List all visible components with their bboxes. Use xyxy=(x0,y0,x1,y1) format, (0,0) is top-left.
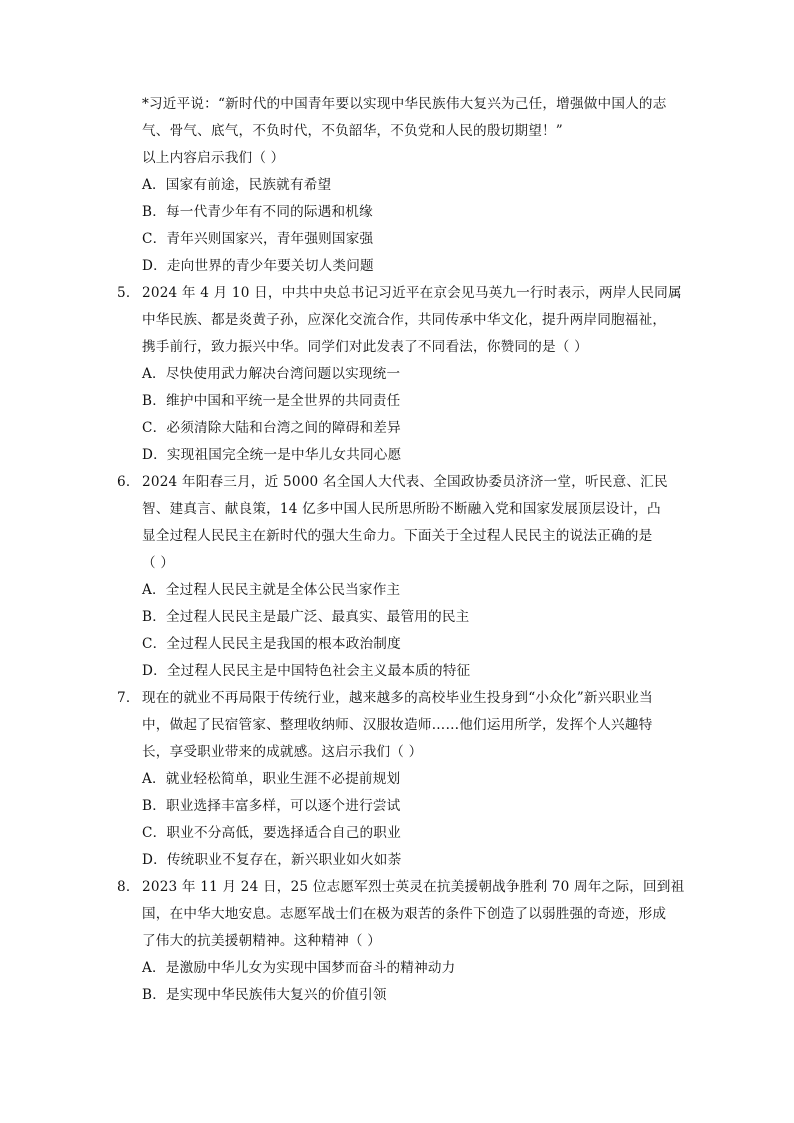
q8-option-b: B．是实现中华民族伟大复兴的价值引领 xyxy=(142,987,387,1003)
q5-option-d: D．实现祖国完全统一是中华儿女共同心愿 xyxy=(142,447,402,463)
q7-line-3: 长，享受职业带来的成就感。这启示我们（ ） xyxy=(142,744,423,760)
q6-text-1: 2024 年阳春三月，近 5000 名全国人大代表、全国政协委员济济一堂，听民意、汇民 xyxy=(142,474,668,490)
q7-option-c: C．职业不分高低，要选择适合自己的职业 xyxy=(142,825,401,841)
q7-line-2: 中，做起了民宿管家、整理收纳师、汉服妆造师……他们运用所学，发挥个人兴趣特 xyxy=(142,717,653,733)
q8-line-1 xyxy=(117,878,684,896)
q5-text-1: 2024 年 4 月 10 日，中共中央总书记习近平在京会见马英九一行时表示，两岸人民同属 xyxy=(142,285,682,301)
q5-option-a: A．尽快使用武力解决台湾问题以实现统一 xyxy=(142,366,401,382)
intro-option-d: D．走向世界的青少年要关切人类问题 xyxy=(142,258,374,274)
q8-line-3: 了伟大的抗美援朝精神。这种精神（ ） xyxy=(142,933,382,949)
q6-option-b: B．全过程人民民主是最广泛、最真实、最管用的民主 xyxy=(142,609,470,625)
q5-option-c: C．必须清除大陆和台湾之间的障碍和差异 xyxy=(142,420,401,436)
intro-line-1: *习近平说：“新时代的中国青年要以实现中华民族伟大复兴为己任，增强做中国人的志 xyxy=(142,96,667,112)
q8-option-a: A．是激励中华儿女为实现中国梦而奋斗的精神动力 xyxy=(142,960,456,976)
q7-option-a: A．就业轻松简单，职业生涯不必提前规划 xyxy=(142,771,401,787)
q8-text-1: 2023 年 11 月 24 日，25 位志愿军烈士英灵在抗美援朝战争胜利 70 周年之际，回到祖 xyxy=(142,879,685,895)
q6-option-c: C．全过程人民民主是我国的根本政治制度 xyxy=(142,636,401,652)
q5-line-1 xyxy=(117,284,682,302)
q6-number: 6． xyxy=(117,474,140,490)
q6-line-2: 智、建真言、献良策，14 亿多中国人民所思所盼不断融入党和国家发展顶层设计，凸 xyxy=(142,501,661,517)
q5-line-3: 携手前行，致力振兴中华。同学们对此发表了不同看法，你赞同的是（ ） xyxy=(142,339,588,355)
q6-line-1 xyxy=(117,473,668,491)
intro-option-c: C．青年兴则国家兴，青年强则国家强 xyxy=(142,231,374,247)
q6-line-3: 显全过程人民民主在新时代的强大生命力。下面关于全过程人民民主的说法正确的是 xyxy=(142,528,653,544)
q5-option-b: B．维护中国和平统一是全世界的共同责任 xyxy=(142,393,401,409)
q7-number: 7． xyxy=(117,690,140,706)
q7-option-b: B．职业选择丰富多样，可以逐个进行尝试 xyxy=(142,798,401,814)
q7-line-1 xyxy=(117,689,653,707)
q7-text-1: 现在的就业不再局限于传统行业，越来越多的高校毕业生投身到“小众化”新兴职业当 xyxy=(142,690,653,706)
intro-line-3: 以上内容启示我们（ ） xyxy=(142,150,285,166)
q7-option-d: D．传统职业不复存在，新兴职业如火如荼 xyxy=(142,852,402,868)
q6-option-d: D．全过程人民民主是中国特色社会主义最本质的特征 xyxy=(142,663,471,679)
q8-line-2: 国，在中华大地安息。志愿军战士们在极为艰苦的条件下创造了以弱胜强的奇迹，形成 xyxy=(142,906,667,922)
intro-line-2: 气、骨气、底气，不负时代，不负韶华，不负党和人民的殷切期望！” xyxy=(142,123,563,139)
q6-line-4: （ ） xyxy=(142,555,175,571)
q6-option-a: A．全过程人民民主就是全体公民当家作主 xyxy=(142,582,401,598)
q5-number: 5． xyxy=(117,285,140,301)
q8-number: 8． xyxy=(117,879,140,895)
q5-line-2: 中华民族、都是炎黄子孙，应深化交流合作，共同传承中华文化，提升两岸同胞福祉， xyxy=(142,312,667,328)
intro-option-b: B．每一代青少年有不同的际遇和机缘 xyxy=(142,204,373,220)
intro-option-a: A．国家有前途，民族就有希望 xyxy=(142,177,332,193)
